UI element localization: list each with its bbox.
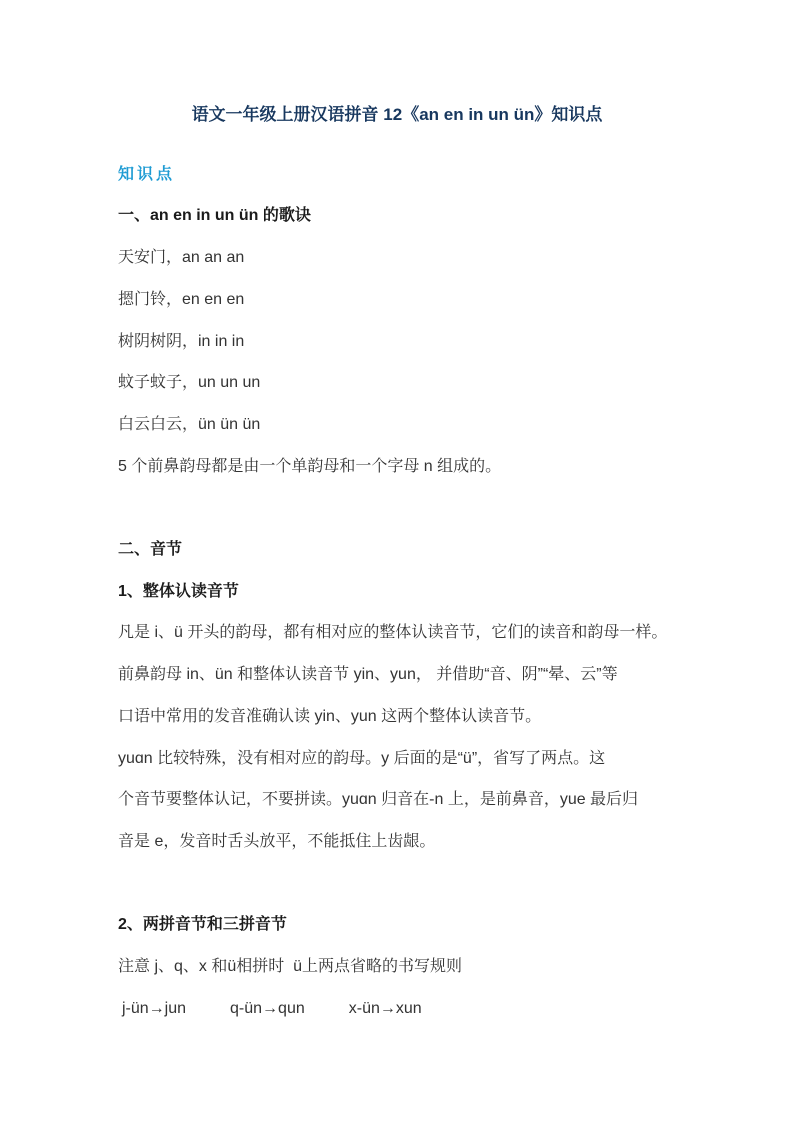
body-line-2: 前鼻韵母 in、ün 和整体认读音节 yin、yun， 并借助“音、阴”“晕、云”等	[118, 666, 618, 684]
rhyme-line-an: 天安门，an an an	[118, 249, 245, 267]
rhyme-line-vn: 白云白云，ün ün ün	[118, 415, 261, 433]
heading-subsection-2: 2、两拼音节和三拼音节	[118, 916, 287, 934]
document-title: 语文一年级上册汉语拼音 12《an en in un ün》知识点	[191, 105, 603, 124]
body-line-3: 口语中常用的发音准确认读 yin、yun 这两个整体认读音节。	[118, 707, 542, 725]
pinyin-conversion-xun: x-ün→xun	[348, 999, 422, 1017]
rhyme-summary-line: 5 个前鼻韵母都是由一个单韵母和一个字母 n 组成的。	[118, 457, 502, 475]
body-line-1: 凡是 i、ü 开头的韵母，都有相对应的整体认读音节，它们的读音和韵母一样。	[118, 624, 668, 642]
rhyme-line-en: 摁门铃，en en en	[118, 290, 245, 308]
spelling-rule-note: 注意 j、q、x 和ü相拼时 ü上两点省略的书写规则	[118, 958, 463, 976]
section-label-knowledge-points: 知识点	[118, 165, 176, 183]
heading-subsection-1: 1、整体认读音节	[118, 582, 239, 600]
body-line-6: 音是 e，发音时舌头放平，不能抵住上齿龈。	[118, 832, 436, 850]
heading-section-one: 一、an en in un ün 的歌诀	[118, 207, 311, 225]
body-line-4: yuɑn 比较特殊，没有相对应的韵母。y 后面的是“ü”，省写了两点。这	[118, 749, 606, 767]
blank-line-2	[118, 863, 676, 905]
rhyme-line-un: 蚊子蚊子，un un un	[118, 374, 261, 392]
pinyin-conversion-jun: j-ün→jun	[122, 999, 187, 1017]
body-line-5: 个音节要整体认记，不要拼读。yuɑn 归音在-n 上，是前鼻音，yue 最后归	[118, 791, 639, 809]
heading-section-two: 二、音节	[118, 541, 183, 559]
pinyin-conversion-list	[118, 988, 676, 1030]
pinyin-conversion-qun: q-ün→qun	[230, 999, 305, 1017]
rhyme-line-in: 树阴树阴，in in in	[118, 332, 245, 350]
blank-line-1	[118, 487, 676, 529]
